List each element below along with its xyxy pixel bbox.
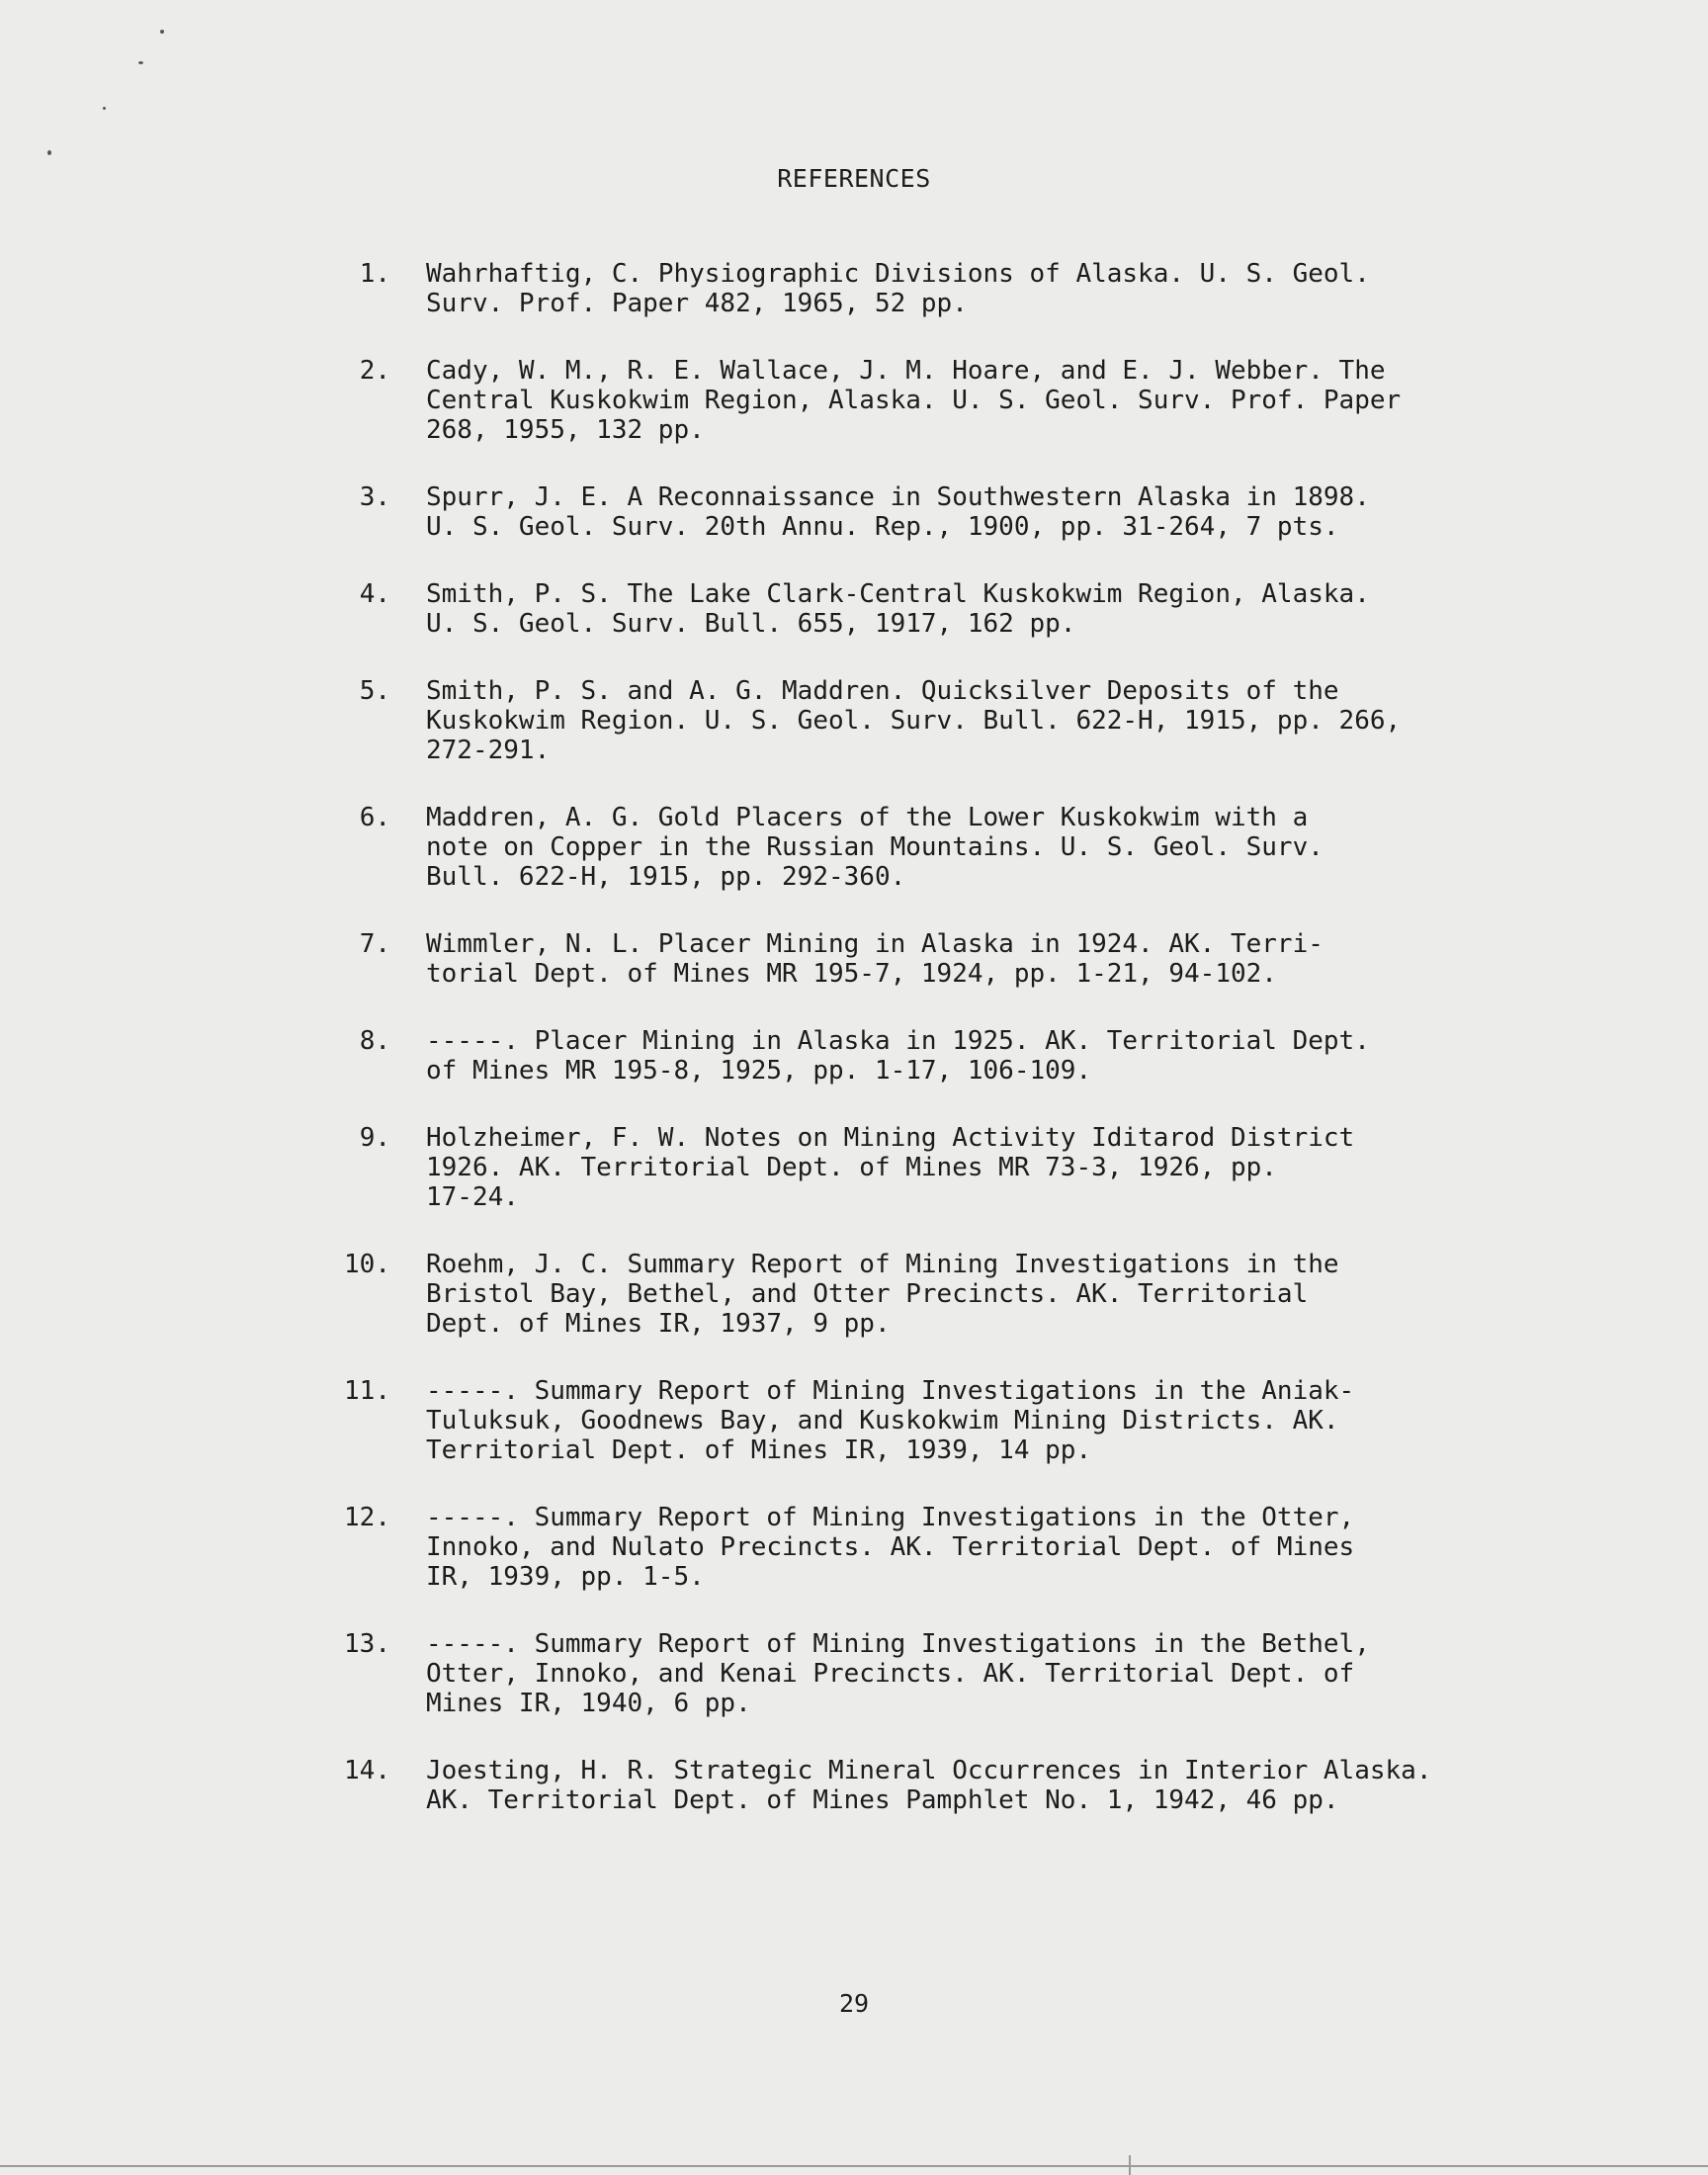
reference-line: Dept. of Mines IR, 1937, 9 pp. xyxy=(426,1309,891,1339)
reference-number: 8. xyxy=(359,1026,390,1056)
reference-list xyxy=(292,259,1517,1853)
reference-text xyxy=(426,1026,1474,1086)
reference-line: Kuskokwim Region. U. S. Geol. Surv. Bull. 622-H, 1915, pp. 266, xyxy=(426,706,1402,736)
reference-line: Territorial Dept. of Mines IR, 1939, 14 pp. xyxy=(426,1436,1092,1465)
reference-number: 12. xyxy=(344,1503,390,1532)
reference-line: Smith, P. S. and A. G. Maddren. Quicksilver Deposits of the xyxy=(426,676,1339,706)
reference-number: 5. xyxy=(359,676,390,706)
reference-line: Roehm, J. C. Summary Report of Mining Investigations in the xyxy=(426,1250,1339,1279)
reference-line: Otter, Innoko, and Kenai Precincts. AK. Territorial Dept. of xyxy=(426,1659,1355,1689)
reference-number: 14. xyxy=(344,1756,390,1785)
reference-item xyxy=(292,1123,1517,1212)
reference-text xyxy=(426,676,1474,765)
reference-line: 268, 1955, 132 pp. xyxy=(426,415,705,445)
reference-line: Joesting, H. R. Strategic Mineral Occurrences in Interior Alaska. xyxy=(426,1756,1432,1785)
reference-text xyxy=(426,1376,1474,1465)
reference-line: note on Copper in the Russian Mountains. U. S. Geol. Surv. xyxy=(426,832,1324,862)
reference-line: -----. Summary Report of Mining Investigations in the Otter, xyxy=(426,1503,1355,1532)
reference-number: 6. xyxy=(359,803,390,832)
reference-item xyxy=(292,676,1517,765)
scan-edge-line xyxy=(0,2165,1708,2167)
reference-line: torial Dept. of Mines MR 195-7, 1924, pp. 1-21, 94-102. xyxy=(426,959,1277,989)
reference-line: U. S. Geol. Surv. 20th Annu. Rep., 1900, pp. 31-264, 7 pts. xyxy=(426,512,1339,542)
reference-text xyxy=(426,1629,1474,1718)
reference-number: 1. xyxy=(359,259,390,289)
scan-edge-line xyxy=(1129,2155,1131,2175)
reference-number: 11. xyxy=(344,1376,390,1406)
reference-line: Cady, W. M., R. E. Wallace, J. M. Hoare, and E. J. Webber. The xyxy=(426,356,1386,386)
reference-line: of Mines MR 195-8, 1925, pp. 1-17, 106-109. xyxy=(426,1056,1092,1086)
reference-item xyxy=(292,1026,1517,1086)
reference-number: 7. xyxy=(359,929,390,959)
reference-line: 1926. AK. Territorial Dept. of Mines MR 73-3, 1926, pp. xyxy=(426,1153,1277,1182)
reference-item xyxy=(292,803,1517,892)
reference-item xyxy=(292,356,1517,445)
reference-text xyxy=(426,1250,1474,1339)
reference-item xyxy=(292,1503,1517,1592)
references-heading: REFERENCES xyxy=(777,164,931,193)
reference-number: 2. xyxy=(359,356,390,386)
reference-line: Holzheimer, F. W. Notes on Mining Activity Iditarod District xyxy=(426,1123,1355,1153)
reference-number: 9. xyxy=(359,1123,390,1153)
reference-line: Wahrhaftig, C. Physiographic Divisions of Alaska. U. S. Geol. xyxy=(426,259,1370,289)
reference-line: Tuluksuk, Goodnews Bay, and Kuskokwim Mining Districts. AK. xyxy=(426,1406,1339,1436)
reference-text xyxy=(426,803,1474,892)
reference-line: -----. Placer Mining in Alaska in 1925. AK. Territorial Dept. xyxy=(426,1026,1370,1056)
reference-line: -----. Summary Report of Mining Investigations in the Bethel, xyxy=(426,1629,1370,1659)
reference-item xyxy=(292,482,1517,542)
reference-line: Bull. 622-H, 1915, pp. 292-360. xyxy=(426,862,906,892)
reference-item xyxy=(292,929,1517,989)
reference-number: 3. xyxy=(359,482,390,512)
reference-line: Innoko, and Nulato Precincts. AK. Territorial Dept. of Mines xyxy=(426,1532,1355,1562)
reference-text xyxy=(426,482,1474,542)
page-number: 29 xyxy=(838,1989,870,2018)
scan-speck xyxy=(138,61,143,64)
reference-text xyxy=(426,1756,1474,1815)
reference-text xyxy=(426,1503,1474,1592)
reference-line: Surv. Prof. Paper 482, 1965, 52 pp. xyxy=(426,289,968,318)
reference-text xyxy=(426,356,1474,445)
reference-item xyxy=(292,259,1517,318)
reference-line: 272-291. xyxy=(426,736,551,765)
reference-line: AK. Territorial Dept. of Mines Pamphlet No. 1, 1942, 46 pp. xyxy=(426,1785,1339,1815)
reference-text xyxy=(426,579,1474,639)
reference-line: U. S. Geol. Surv. Bull. 655, 1917, 162 pp. xyxy=(426,609,1076,639)
scan-speck xyxy=(103,107,106,110)
reference-line: IR, 1939, pp. 1-5. xyxy=(426,1562,705,1592)
reference-number: 10. xyxy=(344,1250,390,1279)
reference-line: Spurr, J. E. A Reconnaissance in Southwestern Alaska in 1898. xyxy=(426,482,1370,512)
reference-item xyxy=(292,1376,1517,1465)
reference-text xyxy=(426,1123,1474,1212)
reference-number: 13. xyxy=(344,1629,390,1659)
reference-number: 4. xyxy=(359,579,390,609)
reference-line: Smith, P. S. The Lake Clark-Central Kuskokwim Region, Alaska. xyxy=(426,579,1370,609)
reference-line: -----. Summary Report of Mining Investigations in the Aniak- xyxy=(426,1376,1355,1406)
reference-text xyxy=(426,929,1474,989)
reference-item xyxy=(292,1250,1517,1339)
reference-item xyxy=(292,1756,1517,1815)
scan-speck xyxy=(47,150,51,155)
reference-text xyxy=(426,259,1474,318)
reference-item xyxy=(292,1629,1517,1718)
reference-line: Central Kuskokwim Region, Alaska. U. S. Geol. Surv. Prof. Paper xyxy=(426,386,1402,415)
reference-line: 17-24. xyxy=(426,1182,519,1212)
reference-line: Bristol Bay, Bethel, and Otter Precincts. AK. Territorial xyxy=(426,1279,1309,1309)
reference-line: Maddren, A. G. Gold Placers of the Lower Kuskokwim with a xyxy=(426,803,1309,832)
reference-line: Mines IR, 1940, 6 pp. xyxy=(426,1689,751,1718)
scan-speck xyxy=(160,30,164,34)
reference-line: Wimmler, N. L. Placer Mining in Alaska in 1924. AK. Terri- xyxy=(426,929,1324,959)
reference-item xyxy=(292,579,1517,639)
